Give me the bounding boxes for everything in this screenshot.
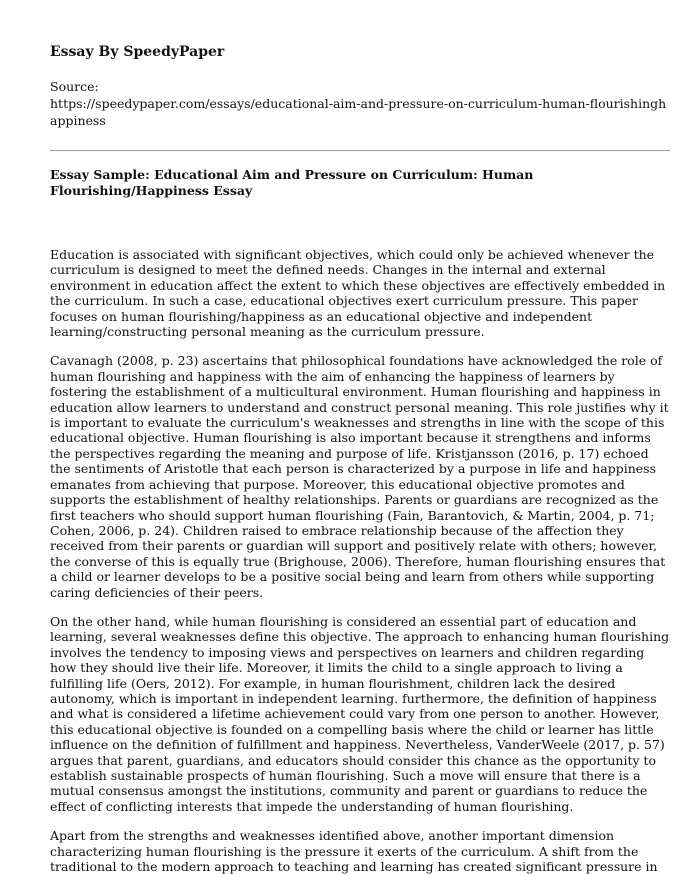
essay-paragraph-4: Apart from the strengths and weaknesses identified above, another important dimension characterizing human flourishing is the pressure it exerts of the curriculum. A shift from the traditional to the modern approach to teaching and learning has created significant pressure in — [50, 828, 658, 874]
essay-title: Essay Sample: Educational Aim and Pressure on Curriculum: Human Flourishing/Happiness Essay — [50, 167, 534, 198]
essay-body — [50, 247, 670, 874]
essay-paragraph-3: On the other hand, while human flourishing is considered an essential part of education and learning, several weaknesses define this objective. The approach to enhancing human flourishing involves the tendency to imposing views and perspectives on learners and children regarding how they should live their life. Moreover, it limits the child to a single approach to living a fulfilling life (Oers, 2012). For example, in human flourishment, children lack the desired autonomy, which is important in independent learning. furthermore, the definition of happiness and what is considered a lifetime achievement could vary from one person to another. However, this educational objective is founded on a compelling basis where the child or learner has little influence on the definition of fulfillment and happiness. Nevertheless, VanderWeele (2017, p. 57) argues that parent, guardians, and educators should consider this chance as the opportunity to establish sustainable prospects of human flourishing. Such a move will ensure that there is a mutual consensus amongst the institutions, community and parent or guardians to reduce the effect of conflicting interests that impede the understanding of human flourishing. — [50, 613, 670, 814]
essay-paragraph-2: Cavanagh (2008, p. 23) ascertains that philosophical foundations have acknowledged the role of human flourishing and happiness with the aim of enhancing the happiness of learners by fostering the establishment of a multicultural environment. Human flourishing and happiness in education allow learners to understand and construct personal meaning. This role justifies why it is important to evaluate the curriculum's weaknesses and strengths in line with the scope of this educational objective. Human flourishing is also important because it strengthens and informs the perspectives regarding the meaning and purpose of life. Kristjansson (2016, p. 17) echoed the sentiments of Aristotle that each person is characterized by a purpose in life and happiness emanates from achieving that purpose. Moreover, this educational objective promotes and supports the establishment of healthy relationships. Parents or guardians are recognized as the first teachers who should support human flourishing (Fain, Barantovich, & Martin, 2004, p. 71; Cohen, 2006, p. 24). Children raised to embrace relationship because of the affection they received from their parents or guardian will support and positively relate with others; however, the converse of this is equally true (Brighouse, 2006). Therefore, human flourishing ensures that a child or learner develops to be a positive social being and learn from others while supporting caring deficiencies of their peers. — [50, 353, 669, 600]
source-block — [50, 78, 670, 129]
source-url[interactable]: https://speedypaper.com/essays/educational-aim-and-pressure-on-curriculum-human-flourishinghappiness — [50, 96, 667, 128]
essay-paragraph-1: Education is associated with significant objectives, which could only be achieved whenever the curriculum is designed to meet the defined needs. Changes in the internal and external environment in education affect the extent to which these objectives are effectively embedded in the curriculum. In such a case, educational objectives exert curriculum pressure. This paper focuses on human flourishing/happiness as an educational objective and independent learning/constructing personal meaning as the curriculum pressure. — [50, 247, 666, 340]
header-divider — [50, 150, 670, 151]
document-header-title: Essay By SpeedyPaper — [50, 44, 225, 60]
source-label: Source: — [50, 79, 99, 94]
